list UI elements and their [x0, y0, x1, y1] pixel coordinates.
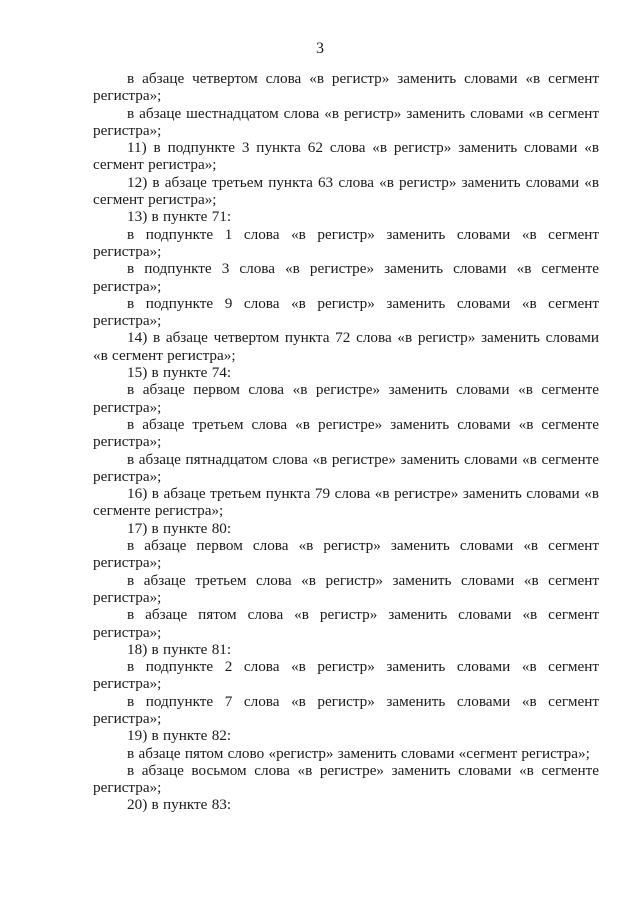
- paragraph-6: в подпункте 1 слова «в регистр» заменить словами «в сегмент регистра»;: [93, 225, 599, 260]
- paragraph-16: в абзаце первом слова «в регистр» заменить словами «в сегмент регистра»;: [93, 537, 599, 572]
- paragraph-24: в абзаце восьмом слова «в регистре» заменить словами «в сегменте регистра»;: [93, 761, 599, 797]
- document-body: [93, 70, 599, 814]
- paragraph-10: 15) в пункте 74:: [127, 364, 232, 382]
- paragraph-4: 12) в абзаце третьем пункта 63 слова «в регистр» заменить словами «в сегмент регистра»;: [93, 173, 599, 209]
- paragraph-8: в подпункте 9 слова «в регистр» заменить словами «в сегмент регистра»;: [93, 294, 599, 330]
- paragraph-12: в абзаце третьем слова «в регистре» заменить словами «в сегменте регистра»;: [93, 415, 599, 451]
- paragraph-2: в абзаце шестнадцатом слова «в регистр» заменить словами «в сегмент регистра»;: [93, 104, 599, 139]
- paragraph-20: в подпункте 2 слова «в регистр» заменить словами «в сегмент регистра»;: [93, 658, 599, 693]
- paragraph-15: 17) в пункте 80:: [127, 519, 232, 537]
- paragraph-11: в абзаце первом слова «в регистре» заменить словами «в сегменте регистра»;: [93, 381, 599, 416]
- paragraph-23: в абзаце пятом слово «регистр» заменить словами «сегмент регистра»;: [127, 744, 590, 762]
- paragraph-14: 16) в абзаце третьем пункта 79 слова «в регистре» заменить словами «в сегменте регистра»;: [93, 485, 599, 520]
- paragraph-5: 13) в пункте 71:: [127, 208, 232, 226]
- paragraph-25: 20) в пункте 83:: [127, 796, 232, 814]
- paragraph-13: в абзаце пятнадцатом слова «в регистре» заменить словами «в сегменте регистра»;: [93, 450, 599, 485]
- paragraph-1: в абзаце четвертом слова «в регистр» заменить словами «в сегмент регистра»;: [93, 70, 599, 105]
- page-number: 3: [316, 40, 324, 57]
- paragraph-22: 19) в пункте 82:: [127, 727, 232, 745]
- paragraph-19: 18) в пункте 81:: [127, 640, 232, 658]
- paragraph-9: 14) в абзаце четвертом пункта 72 слова «в регистр» заменить словами «в сегмент регистра»;: [93, 329, 599, 364]
- paragraph-17: в абзаце третьем слова «в регистр» заменить словами «в сегмент регистра»;: [93, 571, 599, 606]
- paragraph-18: в абзаце пятом слова «в регистр» заменить словами «в сегмент регистра»;: [93, 606, 599, 641]
- paragraph-21: в подпункте 7 слова «в регистр» заменить словами «в сегмент регистра»;: [93, 692, 599, 727]
- paragraph-7: в подпункте 3 слова «в регистре» заменить словами «в сегменте регистра»;: [93, 260, 599, 295]
- paragraph-3: 11) в подпункте 3 пункта 62 слова «в регистр» заменить словами «в сегмент регистра»;: [93, 139, 599, 174]
